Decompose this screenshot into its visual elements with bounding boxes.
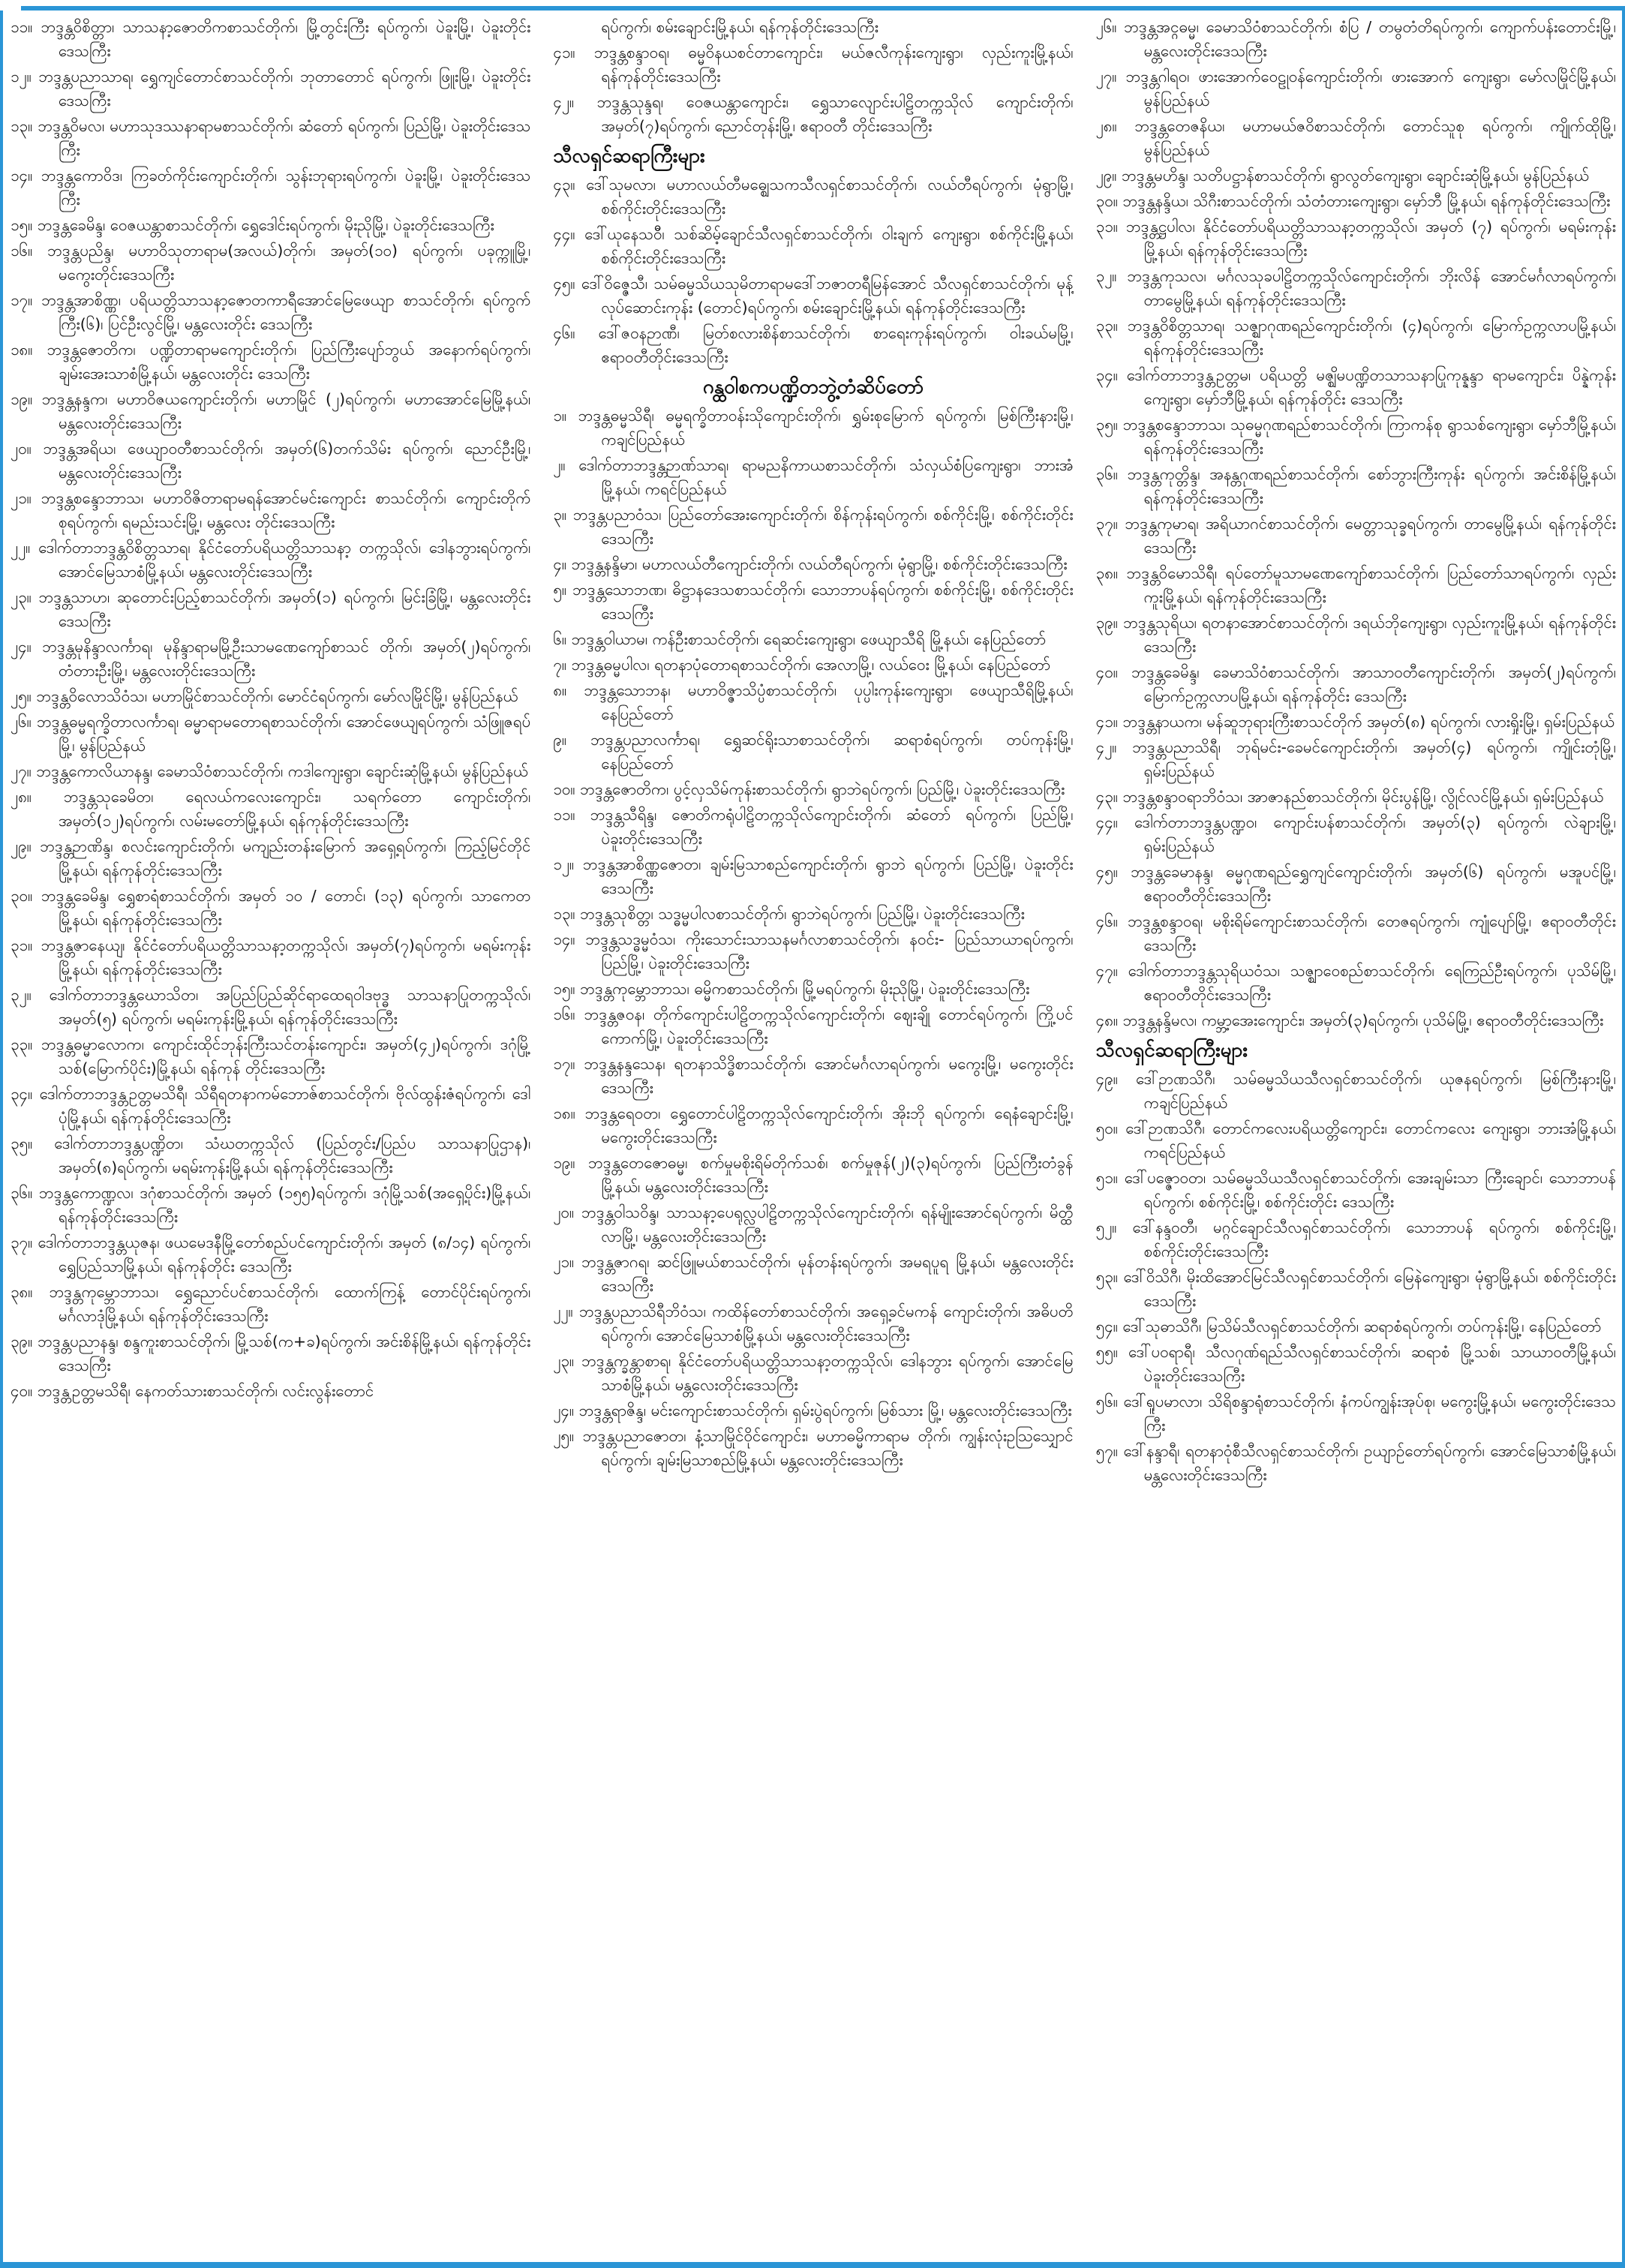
- list-item-number: ၄၇။: [1095, 962, 1118, 980]
- list-item: [1096, 413, 1616, 461]
- list-item-text: ဘဒ္ဒန္တသဒ္ဓမ္မဝံသ၊ ကိုးသောင်းသာသနမင်္ဂလာစာသင်တိုက်၊ နဝင်း- ပြည်သာယာရပ်ကွက်၊ ပြည်မြို့၊ ပဲခူးတိုင်းဒေသကြီး: [585, 930, 1074, 972]
- list-item: [553, 902, 1073, 926]
- list-item: [1096, 1008, 1616, 1032]
- list-item: [1096, 909, 1616, 957]
- list-item-text: ဒေါ်သုမလာ၊ မဟာလယ်တီမဓ္ဈေသကသီလရှင်စာသင်တိုက်၊ လယ်တီရပ်ကွက်၊ မုံရွာမြို့၊ စစ်ကိုင်းတိုင်းဒေသကြီး: [586, 176, 1074, 218]
- list-item-number: ၄၃။: [553, 176, 575, 194]
- list-item-number: ၄၂။: [553, 93, 575, 111]
- list-item-number: ၇။: [553, 656, 567, 674]
- list-item-text: ဘဒ္ဒန္တပညာသိရီ၊ ဘုရ်မင်း-ခေမင်ကျောင်းတိုက်၊ အမှတ်(၄) ရပ်ကွက်၊ ကျိုင်းတုံမြို့၊ ရှမ်းပြည်နယ်: [1132, 738, 1616, 780]
- list-item: [11, 114, 530, 162]
- list-item-text: ဘဒ္ဒန္တအာစိဏ္ဏဇောတ၊ ချမ်းမြသာစည်ကျောင်းတိုက်၊ ရွာဘဲ ရပ်ကွက်၊ ပြည်မြို့၊ ပဲခူးတိုင်းဒေသကြီး: [582, 855, 1074, 897]
- list-item-text: ဘဒ္ဒန္တကုမာရ၊ အရိယာဂင်စာသင်တိုက်၊ မေတ္တာသုခ္ခရပ်ကွက်၊ တာမွေမြို့နယ်၊ ရန်ကုန်တိုင်းဒေသကြီး: [1125, 515, 1616, 557]
- list-item-number: ၁၅။: [11, 216, 33, 234]
- list-item-number: ၁၆။: [11, 242, 33, 260]
- list-item-text: ဘဒ္ဒန္တဇာဂရ၊ ဆင်ဖြူမယ်စာသင်တိုက်၊ မုန်တန်းရပ်ကွက်၊ အမရပူရ မြို့နယ်၊ မန္တလေးတိုင်းဒေသကြီး: [581, 1253, 1074, 1295]
- list-item: [11, 585, 530, 633]
- list-item-text: ဒေါ်ဝိဇ္ဇေသီ၊ သမ်ဓမ္မသိယသုမိတာရာမဒေါ်ဘဇာတရီမြန်အောင် သီလရှင်စာသင်တိုက်၊ မုန့်လုပ်ဆောင်းကုန်း (တောင်)ရပ်ကွက်၊ စမ်းချောင်းမြို့နယ်၊ ရန်ကုန်တိုင်းဒေသကြီး: [581, 275, 1074, 317]
- section-heading: သီလရှင်ဆရာကြီးများ: [553, 145, 705, 167]
- list-item-number: ၃၃။: [1095, 317, 1118, 335]
- list-item-text: ဘဒ္ဒန္တဝါယာမ၊ ကန်ဦးစာသင်တိုက်၊ ရေဆင်းကျေးရွာ၊ ဖေယျာသီရိ မြို့နယ်၊ နေပြည်တော်: [571, 630, 1047, 648]
- list-item-number: ၂၇။: [11, 762, 32, 780]
- list-item-text: ဘဒ္ဒန္တသုစိတ္တ၊ သဒ္ဓမ္မပါလစာသင်တိုက်၊ ရွာဘဲရပ်ကွက်၊ ပြည်မြို့၊ ပဲခူးတိုင်းဒေသကြီး: [580, 905, 1025, 923]
- list-item-number: ၁၈။: [11, 341, 33, 359]
- list-item-text: ဘဒ္ဒန္တသုန္ဒရ၊ ဝေဇယန္တာကျောင်း၊ ရွှေသာလျောင်းပါဠိတက္ကသိုလ် ကျောင်းတိုက်၊ အမှတ်(၇)ရပ်ကွက်၊ ညောင်တုန်းမြို့၊ ဧရာဝတီ တိုင်းဒေသကြီး: [596, 93, 1074, 135]
- list-item-number: ၄၀။: [1095, 663, 1118, 681]
- list-item-number: ၁၄။: [11, 167, 33, 185]
- list-item-text: ဘဒ္ဒန္တနန္ဒိမာ၊ မဟာလယ်တီကျောင်းတိုက်၊ လယ်တီရပ်ကွက်၊ မုံရွာမြို့၊ စစ်ကိုင်းတိုင်းဒေသကြီး: [571, 555, 1068, 573]
- list-item-text: ဘဒ္ဒန္တကုတ္တိန္ဒ၊ အနန္တဂုဏရည်စာသင်တိုက်၊ စော်ဘွားကြီးကုန်း ရပ်ကွက်၊ အင်းစိန်မြို့နယ်၊ ရန်ကုန်တိုင်းဒေသကြီး: [1127, 465, 1616, 507]
- list-item: [11, 387, 530, 435]
- list-item-number: ၂၇။: [1095, 68, 1117, 86]
- list-item-number: ၃၁။: [11, 936, 33, 954]
- list-item-number: ၂၀။: [11, 440, 32, 458]
- list-item-number: ၃၈။: [1095, 564, 1119, 582]
- list-item: [1096, 1067, 1616, 1115]
- list-item-text: ဘဒ္ဒန္တပညာလင်္ကာရ၊ ရွှေဆင်ရိုးသာစာသင်တိုက်၊ ဆရာစံရပ်ကွက်၊ တပ်ကုန်းမြို့၊ နေပြည်တော်: [590, 731, 1074, 773]
- list-item-text: ဘဒ္ဒန္တခေမိန္ဒ၊ ရွှေစာရံစာသင်တိုက်၊ အမှတ် ၁၀ / တောင်၊ (၁၃) ရပ်ကွက်၊ သာကေတမြို့နယ်၊ ရန်ကုန်တိုင်းဒေသကြီး: [41, 887, 531, 929]
- list-item-number: ၁၃။: [11, 117, 33, 135]
- list-item-text: ဒေါက်တာဘဒ္ဒန္တသုရိယဝံသ၊ သဇ္ဈာဝေစည်စာသင်တိုက်၊ ရေကြည်ဦးရပ်ကွက်၊ ပုသိမ်မြို့၊ ဧရာဝတီတိုင်းဒေသကြီး: [1128, 962, 1616, 1004]
- list-item-text: ဘဒ္ဒန္တသုခေမိတ၊ ရေလယ်ကလေးကျောင်း၊ သရက်တော ကျောင်းတိုက်၊ အမှတ်(၁၂)ရပ်ကွက်၊ လမ်းမတော်မြို့နယ်၊ ရန်ကုန်တိုင်းဒေသကြီး: [59, 788, 531, 830]
- list-item-number: ၄၃။: [1095, 788, 1118, 806]
- list-item-text: ဒေါ်ပဇ္ဇောဝတ၊ သမ်ဓမ္မသိယသီလရှင်စာသင်တိုက်၊ အေးချမ်းသာ ကြီးချောင်၊ သောဘာပန်ရပ်ကွက်၊ စစ်ကိုင်းမြို့၊ စစ်ကိုင်းတိုင်း ဒေသကြီး: [1124, 1169, 1616, 1211]
- list-item: [1096, 114, 1616, 162]
- list-item-number: ၂၅။: [11, 687, 32, 705]
- list-item-number: ၁၀။: [553, 780, 575, 798]
- list-item: [553, 1151, 1073, 1199]
- list-item-number: ၁၃။: [553, 905, 575, 923]
- list-item: [11, 1032, 530, 1080]
- bottom-border: [0, 2262, 1625, 2268]
- list-item-number: ၃၄။: [11, 1085, 33, 1103]
- list-item: [1096, 1389, 1616, 1437]
- list-item-text: ဒေါ်ပဝရာရီ၊ သီလဂုဏ်ရည်သီလရှင်စာသင်တိုက်၊ ဆရာစံ မြို့သစ်၊ သာယာဝတီမြို့နယ်၊ ပဲခူးတိုင်းဒေသကြီး: [1128, 1343, 1616, 1385]
- list-item: [1096, 959, 1616, 1007]
- list-item-text: ဘဒ္ဒန္တစန္ဒာဝရာဘိဝံသ၊ အာဇာနည်စာသင်တိုက်၊ မိုင်းပွန်မြို့၊ လွိုင်လင်မြို့နယ်၊ ရှမ်းပြည်နယ်: [1122, 788, 1604, 806]
- list-item-text: ဘဒ္ဒန္တသောဘဏ၊ ဓိဋ္ဌာနဒေသစာသင်တိုက်၊ သောဘာပန်ရပ်ကွက်၊ စစ်ကိုင်းမြို့၊ စစ်ကိုင်းတိုင်းဒေသကြီး: [572, 581, 1074, 623]
- list-item: [553, 552, 1073, 576]
- list-item-number: ၄၅။: [1095, 863, 1118, 881]
- list-item-text: ဘဒ္ဒန္တဥတ္တမသိရီ၊ နေကတ်သားစာသင်တိုက်၊ လင်းလွန်းတောင်: [37, 1382, 374, 1400]
- list-item: [11, 1082, 530, 1130]
- list-item-number: ၁၁။: [553, 806, 575, 824]
- list-item: [11, 684, 530, 708]
- list-item: [11, 1379, 530, 1403]
- list-item-number: ၂၂။: [11, 539, 31, 557]
- list-item-text: ဘဒ္ဒန္တနန္ဒိမလ၊ ကမ္ဘာ့အေးကျောင်း၊ အမှတ်(၃)ရပ်ကွက်၊ ပုသိမ်မြို့၊ ဧရာဝတီတိုင်းဒေသကြီး: [1122, 1011, 1604, 1029]
- list-item: [553, 272, 1073, 320]
- list-item-text: ဘဒ္ဒန္တဝိမလ၊ မဟာသုဒဿနာရာမစာသင်တိုက်၊ ဆံတော် ရပ်ကွက်၊ ပြည်မြို့၊ ပဲခူးတိုင်းဒေသကြီး: [38, 117, 531, 159]
- list-item-text: ဘဒ္ဒန္တခေမိန္ဒ၊ ခေမာသိဝံစာသင်တိုက်၊ အာသာဝတီကျောင်းတိုက်၊ အမှတ်(၂)ရပ်ကွက်၊ မြောက်ဥက္ကလာပမြို့နယ်၊ ရန်ကုန်တိုင်း ဒေသကြီး: [1131, 663, 1616, 705]
- list-item-number: ၃၅။: [11, 1134, 33, 1152]
- list-item: [11, 437, 530, 485]
- list-item-number: ၃။: [553, 506, 567, 524]
- list-item-text: ဒေါက်တာဘဒ္ဒန္တဉာဏ်သာရ၊ ရာမညနိကာယစာသင်တိုက်၊ သံလှယ်စံပြကျေးရွာ၊ ဘားအံမြို့နယ်၊ ကရင်ပြည်နယ်: [578, 456, 1074, 498]
- list-item-number: ၅၁။: [1095, 1169, 1118, 1187]
- list-item-number: ၂၃။: [553, 1352, 575, 1370]
- list-item: [11, 239, 530, 287]
- list-item-text: ဘဒ္ဒန္တဂါရဝ၊ ဖားအောက်ဝေဠုဝန်ကျောင်းတိုက်၊ ဖားအောက် ကျေးရွာ၊ မော်လမြိုင်မြို့နယ်၊ မွန်ပြည်နယ်: [1125, 68, 1616, 110]
- list-item-number: ၄၁။: [1095, 713, 1118, 731]
- list-item-text: ဘဒ္ဒန္တဓမ္မရက္ခိတာလင်္ကာရ၊ ဓမ္မာရာမတောရစာသင်တိုက်၊ အောင်ဖေယျရပ်ကွက်၊ သံဖြူဇရပ်မြို့၊ မွန်ပြည်နယ်: [36, 713, 531, 755]
- list-item: [11, 983, 530, 1031]
- list-item: [1096, 512, 1616, 560]
- list-item-text: ဒေါက်တာဘဒ္ဒန္တဥတ္တမ၊ ပရိယတ္တိ မဇ္ဈိမပဏ္ဍိတသာသနာပြုကုန္နန္ဒာ ရာမကျောင်း၊ ပိန္နဲကုန်းကျေးရွာ၊ မှော်ဘီမြို့နယ်၊ ရန်ကုန်တိုင်း ဒေသကြီး: [1126, 366, 1616, 408]
- list-item-text: ဒေါ်ရူပမာလာ၊ သိရိစန္ဒာရုံစာသင်တိုက်၊ နံကပ်ကျွန်းအုပ်စု၊ မကွေးမြို့နယ်၊ မကွေးတိုင်းဒေသကြီး: [1123, 1392, 1616, 1434]
- list-item: [1096, 15, 1616, 63]
- list-item: [11, 834, 530, 882]
- list-item: [11, 288, 530, 336]
- list-item-number: ၂၆။: [11, 713, 32, 731]
- list-item: [553, 1052, 1073, 1100]
- list-item: [1096, 215, 1616, 263]
- list-item: [553, 503, 1073, 551]
- list-item-number: ၃၃။: [11, 1035, 33, 1053]
- list-item: [553, 1424, 1073, 1472]
- list-item-text: ဘဒ္ဒန္တနန္ဒက၊ မဟာဝိဇယကျောင်းတိုက်၊ မဟာမြိုင် (၂)ရပ်ကွက်၊ မဟာအောင်မြေမြို့နယ်၊ မန္တလေးတိုင်းဒေသကြီး: [41, 390, 531, 432]
- list-item-number: ၅။: [553, 581, 567, 599]
- list-item-number: ၃၆။: [11, 1184, 33, 1202]
- list-item: [11, 164, 530, 212]
- list-item: [1096, 189, 1616, 213]
- top-border-gap: [0, 0, 21, 12]
- list-item-text: ဘဒ္ဒန္တဝိမောသိရီ၊ ရပ်တော်မူသာမဏေကျော်စာသင်တိုက်၊ ပြည်တော်သာရပ်ကွက်၊ လှည်းကူးမြို့နယ်၊ ရန်ကုန်တိုင်းဒေသကြီး: [1126, 564, 1616, 606]
- list-item-number: ၅၆။: [1095, 1392, 1118, 1410]
- list-item: [1096, 660, 1616, 708]
- list-item-number: ၄၆။: [553, 324, 575, 342]
- list-item: [553, 321, 1073, 369]
- list-item-text: ဒေါက်တာဘဒ္ဒန္တဥတ္တမသိရီ၊ သိရီရတနာကမ်ဘောဇ်စာသင်တိုက်၊ ဗိုလ်ထွန်းဇံရပ်ကွက်၊ ဒေါပုံမြို့နယ်၊ ရန်ကုန်တိုင်းဒေသကြီး: [39, 1085, 531, 1127]
- list-item: [11, 710, 530, 758]
- list-item-text: ဘဒ္ဒန္တသီရိန္ဒ၊ ဇောတိကရုံပါဠိတက္ကသိုလ်ကျောင်းတိုက်၊ ဆံတော် ရပ်ကွက်၊ ပြည်မြို့၊ ပဲခူးတိုင်းဒေသကြီး: [590, 806, 1074, 848]
- list-item-text: ဒေါ်နန္ဒဝတီ၊ မဂ္ဂင်ချောင်သီလရှင်စာသင်တိုက်၊ သောဘာပန် ရပ်ကွက်၊ စစ်ကိုင်းမြို့၊ စစ်ကိုင်းတိုင်းဒေသကြီး: [1132, 1218, 1616, 1260]
- list-item: [553, 927, 1073, 975]
- list-item-number: ၃၀။: [11, 887, 33, 905]
- list-item-text: ဘဒ္ဒန္တဓမ္မသိရီ၊ ဓမ္မရက္ခိတာဝန်းသိုကျောင်းတိုက်၊ ရွှမ်းစုမြောက် ရပ်ကွက်၊ မြစ်ကြီးနားမြို့၊ ကချင်ပြည်နယ်: [578, 407, 1074, 449]
- list-item-text: ဒေါ်နန္ဒာရီ၊ ရတနာဝုံစီသီလရှင်စာသင်တိုက်၊ ဥယျာဉ်တော်ရပ်ကွက်၊ အောင်မြေသာစံမြို့နယ်၊ မန္တလေးတိုင်းဒေသကြီး: [1123, 1442, 1616, 1484]
- list-item: [553, 1002, 1073, 1050]
- list-item-number: ၄၂။: [1095, 738, 1117, 756]
- list-item: [1096, 810, 1616, 858]
- list-item-number: ၃၉။: [1095, 614, 1118, 632]
- list-item-number: ၃၅။: [1095, 416, 1118, 434]
- list-item-number: ၂။: [553, 456, 566, 474]
- list-item: [1096, 860, 1616, 908]
- list-item-text: ဘဒ္ဒန္တကုမ္ဘောဘာသ၊ ရွှေညောင်ပင်စာသင်တိုက်၊ ထောက်ကြန့် တောင်ပိုင်းရပ်ကွက်၊ မင်္ဂလာဒုံမြို့နယ်၊ ရန်ကုန်တိုင်းဒေသကြီး: [49, 1283, 531, 1325]
- list-item: [11, 1280, 530, 1328]
- list-item: [553, 41, 1073, 89]
- list-item-text: ဘဒ္ဒန္တခေမိန္ဒ၊ ဝေဇယန္တာစာသင်တိုက်၊ ရွှေဒေါင်းရပ်ကွက်၊ မိုးညိုမြို့၊ ပဲခူးတိုင်းဒေသကြီး: [37, 216, 494, 234]
- list-item: [11, 486, 530, 534]
- list-item-number: ၂၀။: [553, 1203, 575, 1221]
- list-item-number: ၂၉။: [1095, 167, 1117, 185]
- list-item-number: ၂၂။: [553, 1302, 573, 1320]
- list-item-number: ၁၇။: [553, 1055, 575, 1073]
- list-item-text: ဘဒ္ဒန္တစန္ဒာဝရ၊ မစိုးရိမ်ကျောင်းစာသင်တိုက်၊ တေဇရပ်ကွက်၊ ကျုံပျော်မြို့၊ ဧရာဝတီတိုင်းဒေသကြီး: [1128, 912, 1616, 954]
- list-item: [553, 803, 1073, 851]
- list-item-text: ဘဒ္ဒန္တဝါသဝိန္ဒ၊ သာသနာ့ပေရုလ္လပါဠိတက္ကသိုလ်ကျောင်းတိုက်၊ ရန်မျိုးအောင်ရပ်ကွက်၊ မိတ္ထီလာမြို့၊ မန္တလေးတိုင်းဒေသကြီး: [581, 1203, 1074, 1245]
- list-item-number: ၅၃။: [1095, 1268, 1118, 1286]
- section-heading: သီလရှင်ဆရာကြီးများ: [1095, 1039, 1248, 1062]
- list-item: [553, 977, 1073, 1001]
- list-item-text: ဘဒ္ဒန္တစန္ဒာဝရ၊ ဓမ္မဝိနယစင်တာကျောင်း၊ မယ်ဇလီကုန်းကျေးရွာ၊ လှည်းကူးမြို့နယ်၊ ရန်ကုန်တိုင်းဒေသကြီး: [593, 44, 1074, 86]
- list-item-number: ၄။: [553, 555, 567, 573]
- list-item: [553, 222, 1073, 270]
- list-item-text: ဘဒ္ဒန္တတေဇောဓမ္မ၊ စက်မှုမစိုးရိမ်တိုက်သစ်၊ စက်မှုဇုန်(၂)(၃)ရပ်ကွက်၊ ပြည်ကြီးတံခွန်မြို့နယ်၊ မန္တလေးတိုင်းဒေသကြီး: [587, 1154, 1074, 1196]
- list-item-text: ဘဒ္ဒန္တနာယက၊ မန်ဆူဘုရားကြီးစာသင်တိုက် အမှတ်(၈) ရပ်ကွက်၊ လားရှိုးမြို့၊ ရှမ်းပြည်နယ်: [1122, 713, 1615, 731]
- list-item-text: ဘဒ္ဒန္တခေမာနန္ဒ၊ ဓမ္မဂုဏရည်ရွှေကျင်ကျောင်းတိုက်၊ အမှတ်(၆) ရပ်ကွက်၊ မအူပင်မြို့၊ ဧရာဝတီတိုင်းဒေသကြီး: [1131, 863, 1616, 905]
- top-border: [21, 6, 1625, 11]
- list-item: [1096, 1314, 1616, 1338]
- list-item-number: ၉။: [553, 731, 567, 749]
- list-item: [11, 1131, 530, 1179]
- list-item-number: ၃၁။: [1095, 218, 1118, 236]
- list-item-number: ၃၀။: [1095, 192, 1118, 210]
- list-item-text: ဘဒ္ဒန္တကောလိယာနန္ဒ၊ ခေမာသိဝံစာသင်တိုက်၊ ကဒါကျေးရွာ၊ ချောင်းဆုံမြို့နယ်၊ မွန်ပြည်နယ်: [36, 762, 529, 780]
- list-item-text: ဘဒ္ဒန္တကောဝိဒ၊ ကြခတ်ကိုင်းကျောင်းတိုက်၊ သွန်းဘုရားရပ်ကွက်၊ ပဲခူးမြို့၊ ပဲခူးတိုင်းဒေသကြီး: [41, 167, 531, 209]
- list-item-number: ၂၃။: [11, 588, 32, 606]
- list-item-text: ဘဒ္ဒန္တဝိလောသိဝံသ၊ မဟာမြိုင်စာသင်တိုက်၊ မောင်ငံရပ်ကွက်၊ မော်လမြိုင်မြို့၊ မွန်ပြည်နယ်: [36, 687, 518, 705]
- list-item-number: ၈။: [553, 681, 567, 699]
- list-item: [553, 627, 1073, 651]
- list-item-text: ဘဒ္ဒန္တဇဝန၊ တိုက်ကျောင်းပါဠိတက္ကသိုလ်ကျောင်းတိုက်၊ ဈေးချို တောင်ရပ်ကွက်၊ ကြို့ပင်ကောက်မြို့၊ ပဲခူးတိုင်းဒေသကြီး: [584, 1005, 1074, 1047]
- list-item-number: ၂၁။: [11, 489, 32, 507]
- list-item-text: ဘဒ္ဒန္တရေဝတ၊ ရွှေတောင်ပါဠိတက္ကသိုလ်ကျောင်းတိုက်၊ အိုးဘို ရပ်ကွက်၊ ရေနံချောင်းမြို့၊ မကွေးတိုင်းဒေသကြီး: [584, 1104, 1074, 1146]
- list-item-text: ဘဒ္ဒန္တဝိစိတ္တာ၊ သာသနာ့ဇောတိကစာသင်တိုက်၊ မြို့တွင်းကြီး ရပ်ကွက်၊ ပဲခူးမြို့၊ ပဲခူးတိုင်းဒေသကြီး: [41, 18, 531, 60]
- list-item-text: ဒေါက်တာဘဒ္ဒန္တပဏ္ဍဝ၊ ကျောင်းပန်စာသင်တိုက်၊ အမှတ်(၃) ရပ်ကွက်၊ လဲချားမြို့၊ ရှမ်းပြည်နယ်: [1134, 813, 1616, 855]
- list-item-text: ဘဒ္ဒန္တပညာသာရ၊ ရွှေကျင်တောင်စာသင်တိုက်၊ ဘုတာတောင် ရပ်ကွက်၊ ဖြူးမြို့၊ ပဲခူးတိုင်းဒေသကြီး: [38, 68, 531, 110]
- list-item-number: ၁။: [553, 407, 567, 425]
- list-item-number: ၂၅။: [553, 1427, 575, 1445]
- list-item-number: ၅၇။: [1095, 1442, 1118, 1460]
- list-item-number: ၃၈။: [11, 1283, 33, 1301]
- list-item-number: ၅၅။: [1095, 1343, 1118, 1361]
- list-item-text: ဒေါက်တာဘဒ္ဒန္တပဏ္ဍိတ၊ သံဃတက္ကသိုလ် (ပြည်တွင်း/ပြည်ပ သာသနာပြုဌာန)၊ အမှတ်(၈)ရပ်ကွက်၊ မရမ်းကုန်းမြို့နယ်၊ ရန်ကုန်တိုင်းဒေသကြီး: [54, 1134, 531, 1176]
- list-item-number: ၁၂။: [553, 855, 575, 873]
- list-item: [553, 1250, 1073, 1298]
- list-item-number: ၃၂။: [1095, 267, 1117, 285]
- list-item-number: ၂၁။: [553, 1253, 575, 1271]
- list-item-number: ၁၁။: [11, 18, 33, 36]
- list-item-number: ၆။: [553, 630, 567, 648]
- list-item-text: ဒေါ်သုဓာသိဂီ၊ မြသိမ်သီလရှင်စာသင်တိုက်၊ ဆရာစံရပ်ကွက်၊ တပ်ကုန်းမြို့၊ နေပြည်တော်: [1122, 1317, 1602, 1335]
- list-item: [11, 65, 530, 113]
- list-item-text: ဘဒ္ဒန္တဋ္ဌပါလ၊ နိုင်ငံတော်ပရိယတ္တိသာသနာ့တက္ကသိုလ်၊ အမှတ် (၇) ရပ်ကွက်၊ မရမ်းကုန်းမြို့နယ်၊ ရန်ကုန်တိုင်းဒေသကြီး: [1125, 218, 1616, 260]
- list-item-text: ဒေါ်ဉာဏသိဂီ၊ တောင်ကလေးပရိယတ္တိကျောင်း၊ တောင်ကလေး ကျေးရွာ၊ ဘားအံမြို့နယ်၊ ကရင်ပြည်နယ်: [1125, 1119, 1616, 1161]
- list-item: [11, 635, 530, 683]
- list-item-number: ၃၉။: [11, 1332, 33, 1350]
- list-item-text: ဘဒ္ဒန္တရာဇိန္ဒ၊ မင်းကျောင်းစာသင်တိုက်၊ ရှမ်းပွဲရပ်ကွက်၊ မြစ်သား မြို့၊ မန္တလေးတိုင်းဒေသကြီး: [578, 1401, 1072, 1419]
- list-item: [11, 536, 530, 584]
- list-item: [11, 759, 530, 783]
- list-item: [553, 578, 1073, 626]
- list-item-text: ဘဒ္ဒန္တမုနိန္ဒာလင်္ကာရ၊ မုနိန္ဒာရာမမြို့ဦးသာမဏေကျော်စာသင် တိုက်၊ အမှတ်(၂)ရပ်ကွက်၊ တံတားဦးမြို့၊ မန္တလေးတိုင်းဒေသကြီး: [42, 638, 531, 680]
- list-item-number: ၅၀။: [1095, 1119, 1118, 1137]
- left-border: [0, 11, 3, 2268]
- list-item-text: ဒေါက်တာဘဒ္ဒန္တယုဇန၊ ဖယမေဒနီမြို့တော်စည်ပင်ကျောင်းတိုက်၊ အမှတ် (၈/၁၄) ရပ်ကွက်၊ ရွှေပြည်သာမြို့နယ်၊ ရန်ကုန်တိုင်း ဒေသကြီး: [38, 1233, 531, 1275]
- list-item: [11, 338, 530, 386]
- list-item-text: ဘဒ္ဒန္တကုသလ၊ မင်္ဂလသုခပါဠိတက္ကသိုလ်ကျောင်းတိုက်၊ ဘိုးလိန် အောင်မင်္ဂလာရပ်ကွက်၊ တာမွေမြို့နယ်၊ ရန်ကုန်တိုင်းဒေသကြီး: [1127, 267, 1616, 309]
- list-item: [1096, 611, 1616, 659]
- list-item-number: ၅၂။: [1095, 1218, 1117, 1236]
- list-item-number: ၄၈။: [1095, 1011, 1119, 1029]
- list-item-text: ဘဒ္ဒန္တအာစိဏ္ဏ၊ ပရိယတ္တိသာသနာ့ဇောတကာရီအောင်မြေဖေယျာ စာသင်တိုက်၊ ရပ်ကွက်ကြီး(၆)၊ ပြင်ဦးလွင်မြို့၊ မန္တလေးတိုင်း ဒေသကြီး: [41, 291, 531, 333]
- list-item-number: ၂၄။: [553, 1401, 575, 1419]
- list-item-text: ဘဒ္ဒန္တဉာဏိန္ဒ၊ စလင်းကျောင်းတိုက်၊ မကျည်းတန်းမြောက် အရှေ့ရပ်ကွက်၊ ကြည့်မြင်တိုင်မြို့နယ်၊ ရန်ကုန်တိုင်းဒေသကြီး: [40, 837, 531, 879]
- list-item: [1096, 735, 1616, 783]
- list-item-text: ဘဒ္ဒန္တပညာဝံသ၊ ပြည်တော်အေးကျောင်းတိုက်၊ စိန်ကုန်းရပ်ကွက်၊ စစ်ကိုင်းမြို့၊ စစ်ကိုင်းတိုင်းဒေသကြီး: [572, 506, 1074, 548]
- list-item-text: ဒေါ်ဝိသိဂီ၊ မိုးထိအောင်မြင်သီလရှင်စာသင်တိုက်၊ မြေနဲကျေးရွာ၊ မုံရွာမြို့နယ်၊ စစ်ကိုင်းတိုင်းဒေသကြီး: [1123, 1268, 1616, 1310]
- list-item: [1096, 1166, 1616, 1214]
- right-border: [1622, 11, 1625, 2268]
- list-item-text: ဘဒ္ဒန္တဇောတိက၊ ပဏ္ဍိတာရာမကျောင်းတိုက်၊ ပြည်ကြီးပျော်ဘွယ် အနောက်ရပ်ကွက်၊ ချမ်းအေးသာစံမြို့နယ်၊ မန္တလေးတိုင်း ဒေသကြီး: [47, 341, 531, 383]
- list-item-text: ဘဒ္ဒန္တသုရိယ၊ ရတနာအောင်စာသင်တိုက်၊ ဒရယ်ဘိုကျေးရွာ၊ လှည်းကူးမြို့နယ်၊ ရန်ကုန်တိုင်းဒေသကြီး: [1123, 614, 1616, 656]
- list-item-text: ဘဒ္ဒန္တက္ခန္တာစာရ၊ နိုင်ငံတော်ပရိယတ္တိသာသနာ့တက္ကသိုလ်၊ ဒေါနဘွား ရပ်ကွက်၊ အောင်မြေသာစံမြို့နယ်၊ မန္တလေးတိုင်းဒေသကြီး: [581, 1352, 1074, 1394]
- list-item-number: ၂၈။: [1095, 117, 1117, 135]
- list-item-number: ၂၈။: [11, 788, 32, 806]
- list-item-number: ၅၄။: [1095, 1317, 1118, 1335]
- list-item: [11, 933, 530, 981]
- list-item-text: ဘဒ္ဒန္တမဟိန္ဒ၊ သတိပဋ္ဌာန်စာသင်တိုက်၊ ရွာလွတ်ကျေးရွာ၊ ချောင်းဆုံမြို့နယ်၊ မွန်ပြည်နယ်: [1122, 167, 1590, 185]
- list-item: [1096, 314, 1616, 362]
- list-item-text: ဘဒ္ဒန္တပညာဇောတ၊ နံ့သာမြိုင်ဝိုင်ကျောင်း၊ မဟာဓမ္မိကာရာမ တိုက်၊ ကျွန်းလုံးဥဩသျှောင်ရပ်ကွက်၊ ချမ်းမြသာစည်မြို့နယ်၊ မန္တလေးတိုင်းဒေသကြီး: [582, 1427, 1074, 1469]
- list-item-number: ၁၇။: [11, 291, 33, 309]
- list-item-number: ၄၄။: [553, 225, 575, 243]
- list-item: [1096, 1215, 1616, 1263]
- column-3: [1096, 15, 1616, 2257]
- list-item: [553, 728, 1073, 776]
- list-item: [11, 785, 530, 833]
- list-item: [1096, 1116, 1616, 1164]
- section-heading: ဂန္ထဝါစကပဏ္ဍိတဘွဲ့တံဆိပ်တော်: [702, 376, 924, 398]
- list-item: [1096, 363, 1616, 411]
- list-item-number: ၁၉။: [553, 1154, 575, 1172]
- list-item-text: ဘဒ္ဒန္တပညာသိရီဘိဝံသ၊ ကထိန်တော်စာသင်တိုက်၊ အရှေ့ခင်မကန် ကျောင်းတိုက်၊ အဓိပတိရပ်ကွက်၊ အောင်မြေသာစံမြို့နယ်၊ မန္တလေးတိုင်းဒေသကြီး: [578, 1302, 1074, 1344]
- list-item-text: ဘဒ္ဒန္တအင္ဂဓမ္မ၊ ခေမာသိဝံစာသင်တိုက်၊ စံပြ / တမွတံတိရပ်ကွက်၊ ကျောက်ပန်းတောင်းမြို့၊ မန္တလေးတိုင်းဒေသကြီး: [1124, 18, 1616, 60]
- list-item-text: ဘဒ္ဒန္တနန္ဒသေန၊ ရတနာသိဒ္ဓိစာသင်တိုက်၊ အောင်မင်္ဂလာရပ်ကွက်၊ မကွေးမြို့၊ မကွေးတိုင်းဒေသကြီး: [584, 1055, 1074, 1097]
- list-item-number: ၃၄။: [1095, 366, 1118, 384]
- list-item-number: ၄၆။: [1095, 912, 1118, 930]
- list-item-number: ၄၄။: [1095, 813, 1118, 831]
- list-item: [1096, 1265, 1616, 1313]
- list-item-number: ၁၂။: [11, 68, 32, 86]
- list-item: [1096, 1340, 1616, 1388]
- list-item: [11, 15, 530, 63]
- list-item: [553, 1349, 1073, 1397]
- list-item-number: ၄၉။: [1095, 1070, 1118, 1088]
- list-item: [11, 1181, 530, 1229]
- list-item-number: ၃၂။: [11, 986, 32, 1004]
- list-item-text: ဘဒ္ဒန္တသာဟ၊ ဆုတောင်းပြည့်စာသင်တိုက်၊ အမှတ်(၁) ရပ်ကွက်၊ မြင်းခြံမြို့၊ မန္တလေးတိုင်းဒေသကြီး: [38, 588, 531, 630]
- list-item-text: ဘဒ္ဒန္တဓမ္မာလောက၊ ကျောင်းထိုင်ဘုန်းကြီးသင်တန်းကျောင်း၊ အမှတ်(၄၂)ရပ်ကွက်၊ ဒဂုံမြို့သစ်(မြောက်ပိုင်း)မြို့နယ်၊ ရန်ကုန် တိုင်းဒေသကြီး: [41, 1035, 531, 1077]
- list-item: [553, 90, 1073, 138]
- list-item: [553, 1398, 1073, 1422]
- list-item: [1096, 561, 1616, 609]
- list-item: [11, 1230, 530, 1278]
- list-item: [553, 1200, 1073, 1248]
- list-item: [11, 1329, 530, 1377]
- list-item-text: ဘဒ္ဒန္တနန္ဒိယ၊ သိဂီးစာသင်တိုက်၊ သံတံတားကျေးရွာ၊ မှော်ဘီ မြို့နယ်၊ ရန်ကုန်တိုင်းဒေသကြီး: [1122, 192, 1611, 210]
- list-item-text: ဘဒ္ဒန္တကုမ္ဘောဘာသ၊ ဓမ္မိကစာသင်တိုက်၊ မြို့မရပ်ကွက်၊ မိုးညိုမြို့၊ ပဲခူးတိုင်းဒေသကြီး: [580, 980, 1030, 998]
- list-item-text: ဘဒ္ဒန္တတေဇနိယ၊ မဟာမယ်ဇဝိစာသင်တိုက်၊ တောင်သူစု ရပ်ကွက်၊ ကျိုက်ထိုမြို့၊ မွန်ပြည်နယ်: [1134, 117, 1616, 159]
- list-item-number: ၄၁။: [553, 44, 575, 62]
- column-2: [553, 15, 1073, 2257]
- list-item-number: ၃၆။: [1095, 465, 1118, 483]
- list-item: [1096, 65, 1616, 113]
- list-item: [1096, 264, 1616, 312]
- list-item-number: ၃၇။: [11, 1233, 33, 1251]
- list-item-text: ဒေါက်တာဘဒ္ဒန္တဃောသိတ၊ အပြည်ပြည်ဆိုင်ရာထေရဝါဒဗုဒ္ဓ သာသနာပြုတက္ကသိုလ်၊ အမှတ်(၅) ရပ်ကွက်၊ မရမ်းကုန်းမြို့နယ်၊ ရန်ကုန်တိုင်းဒေသကြီး: [49, 986, 531, 1028]
- list-item-number: ၄၅။: [553, 275, 575, 293]
- list-item: [11, 884, 530, 932]
- column-1: [11, 15, 530, 2257]
- list-item: [1096, 710, 1616, 734]
- list-item-number: ၂၄။: [11, 638, 32, 656]
- list-item-text: ဘဒ္ဒန္တဇာနေယျ၊ နိုင်ငံတော်ပရိယတ္တိသာသနာ့တက္ကသိုလ်၊ အမှတ်(၇)ရပ်ကွက်၊ မရမ်းကုန်းမြို့နယ်၊ ရန်ကုန်တိုင်းဒေသကြီး: [41, 936, 531, 978]
- list-item-text: ဘဒ္ဒန္တအရိယ၊ ဖေယျာဝတီစာသင်တိုက်၊ အမှတ်(၆)တက်သိမ်း ရပ်ကွက်၊ ညောင်ဦးမြို့၊ မန္တလေးတိုင်းဒေသကြီး: [43, 440, 531, 482]
- list-item: [11, 213, 530, 237]
- list-item: [553, 1101, 1073, 1149]
- list-item-number: ၃၇။: [1095, 515, 1118, 533]
- list-item-number: ၂၉။: [11, 837, 32, 855]
- list-item-text: ဘဒ္ဒန္တပညိန္ဒ၊ မဟာဝိသုတာရာမ(အလယ်)တိုက်၊ အမှတ်(၁၀) ရပ်ကွက်၊ ပခုက္ကူမြို့၊ မကွေးတိုင်းဒေသကြီး: [47, 242, 531, 284]
- list-item: [553, 173, 1073, 221]
- list-item: [553, 852, 1073, 900]
- list-item-number: ၁၅။: [553, 980, 575, 998]
- list-item-text: ဘဒ္ဒန္တသောဘန၊ မဟာဝိဇ္ဇာသိပ္ပံစာသင်တိုက်၊ ပုပ္ပါးကုန်းကျေးရွာ၊ ဖေယျာသီရိမြို့နယ်၊ နေပြည်တော်: [584, 681, 1074, 723]
- list-item: [553, 404, 1073, 452]
- three-column-layout: [11, 15, 1616, 2257]
- list-item: [553, 678, 1073, 726]
- list-item-number: ၄၀။: [11, 1382, 33, 1400]
- list-item: [1096, 462, 1616, 510]
- list-item-number: ၁၆။: [553, 1005, 575, 1023]
- list-item: [553, 653, 1073, 677]
- list-item: [553, 777, 1073, 801]
- list-item: [1096, 785, 1616, 809]
- list-item: [1096, 1439, 1616, 1487]
- list-item-text: ဒေါ်ယုနေသဝိီ၊ သစ်ဆိမ့်ချောင်သီလရှင်စာသင်တိုက်၊ ဝါးချက် ကျေးရွာ၊ စစ်ကိုင်းမြို့နယ်၊ စစ်ကိုင်းတိုင်းဒေသကြီး: [584, 225, 1074, 267]
- list-item-text: ဒေါက်တာဘဒ္ဒန္တဝိစိတ္တသာရ၊ နိုင်ငံတော်ပရိယတ္တိသာသနာ့ တက္ကသိုလ်၊ ဒေါနဘွားရပ်ကွက်၊ အောင်မြေသာစံမြို့နယ်၊ မန္တလေးတိုင်းဒေသကြီး: [38, 539, 531, 581]
- list-item: [553, 1299, 1073, 1347]
- list-item-number: ၁၄။: [553, 930, 575, 948]
- list-item-text: ဘဒ္ဒန္တပညာနန္ဒ၊ စန္ဒကူးစာသင်တိုက်၊ မြို့သစ်(က+ခ)ရပ်ကွက်၊ အင်းစိန်မြို့နယ်၊ ရန်ကုန်တိုင်းဒေသကြီး: [38, 1332, 531, 1374]
- list-item-text: ဘဒ္ဒန္တဇောတိက၊ ပွင့်လှသိမ်ကုန်းစာသင်တိုက်၊ ရွာဘဲရပ်ကွက်၊ ပြည်မြို့၊ ပဲခူးတိုင်းဒေသကြီး: [580, 780, 1065, 798]
- list-item-text: ဘဒ္ဒန္တစန္ဒောဘာသ၊ မဟာဝိဇိတာရာမရန်အောင်မင်းကျောင်း စာသင်တိုက်၊ ကျောင်းတိုက်စုရပ်ကွက်၊ ရမည်းသင်းမြို့၊ မန္တလေး တိုင်းဒေသကြီး: [41, 489, 531, 531]
- list-item-text: ဘဒ္ဒန္တကောဏ္ဍလ၊ ဒဂုံစာသင်တိုက်၊ အမှတ် (၁၅၅)ရပ်ကွက်၊ ဒဂုံမြို့သစ်(အရှေ့ပိုင်း)မြို့နယ်၊ ရန်ကုန်တိုင်းဒေသကြီး: [38, 1184, 531, 1226]
- list-item-text: ဒေါ်ဇဝနဉာဏီ၊ မြတ်စလားစိန်စာသင်တိုက်၊ စာရေးကုန်းရပ်ကွက်၊ ဝါးခယ်မမြို့၊ ဧရာဝတီတိုင်းဒေသကြီး: [598, 324, 1074, 366]
- list-item-number: ၁၉။: [11, 390, 33, 408]
- list-item-number: ၁၈။: [553, 1104, 575, 1122]
- list-item: [1096, 164, 1616, 188]
- list-item-text: ဘဒ္ဒန္တဓမ္မပါလ၊ ရတနာပုံတောရစာသင်တိုက်၊ အေလာမြို့၊ လယ်ဝေး မြို့နယ်၊ နေပြည်တော်: [571, 656, 1051, 674]
- continued-text: ရပ်ကွက်၊ စမ်းချောင်းမြို့နယ်၊ ရန်ကုန်တိုင်းဒေသကြီး: [601, 18, 879, 36]
- list-item-text: ဘဒ္ဒန္တဝိစိတ္တသာရ၊ သဇ္ဈာဂုဏရည်ကျောင်းတိုက်၊ (၄)ရပ်ကွက်၊ မြောက်ဥက္ကလာပမြို့နယ်၊ ရန်ကုန်တိုင်းဒေသကြီး: [1127, 317, 1616, 359]
- list-item-number: ၂၆။: [1095, 18, 1117, 36]
- list-item-text: ဒေါ်ဉာဏသိဂီ၊ သမ်ဓမ္မသိယသီလရှင်စာသင်တိုက်၊ ယုဇနရပ်ကွက်၊ မြစ်ကြီးနားမြို့၊ ကချင်ပြည်နယ်: [1136, 1070, 1616, 1112]
- list-item: [553, 453, 1073, 501]
- list-item-text: ဘဒ္ဒန္တစန္ဒောဘာသ၊ သုဓမ္မဂုဏရည်စာသင်တိုက်၊ ကြာကန်စု ရွာသစ်ကျေးရွာ၊ မှော်ဘီမြို့နယ်၊ ရန်ကုန်တိုင်းဒေသကြီး: [1122, 416, 1616, 458]
